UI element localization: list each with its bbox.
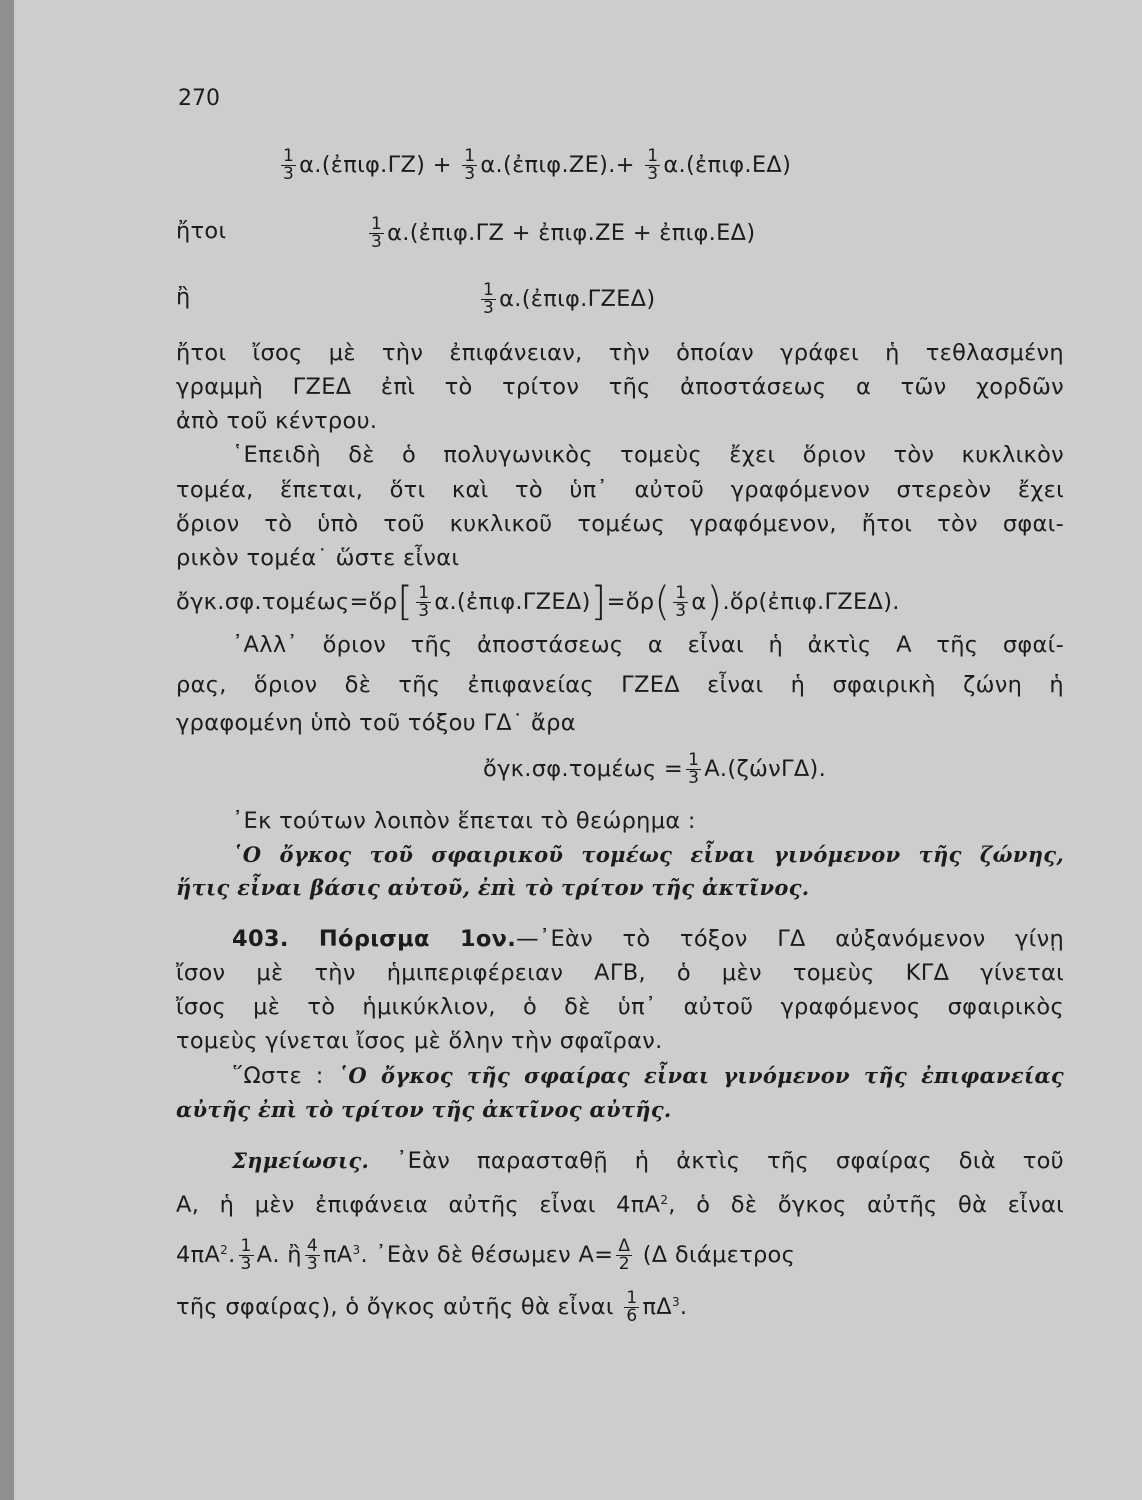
corollary-heading-line: 403. Πόρισμα 1ον.—᾽Εὰν τὸ τόξον ΓΔ αὐξανόμενον γίνῃ — [232, 926, 1065, 952]
fraction-one-third: $\frac{1}{3}$ — [647, 146, 659, 184]
note-heading: Σημείωσις. — [232, 1148, 370, 1173]
note-line: Α, ἡ μὲν ἐπιφάνεια αὐτῆς εἶναι $4\pi A^2$, ὁ δὲ ὄγκος αὐτῆς θὰ εἶναι — [176, 1192, 1064, 1218]
text-line: ἀπὸ τοῦ κέντρου. — [176, 408, 378, 434]
text-line: ἴσος μὲ τὸ ἡμικύκλιον, ὁ δὲ ὑπ᾽ αὐτοῦ γραφόμενος σφαιρικὸς — [176, 994, 1064, 1020]
note-line: Σημείωσις. ᾽Εὰν παρασταθῇ ἡ ἀκτὶς τῆς σφαίρας διὰ τοῦ — [232, 1148, 1065, 1174]
fraction-one-third: $\frac{1}{3}$ — [464, 146, 476, 184]
equation-label-etoi: ἤτοι — [176, 218, 227, 244]
text-line: ῾Επειδὴ δὲ ὁ πολυγωνικὸς τομεὺς ἔχει ὅριον τὸν κυκλικὸν — [232, 442, 1064, 468]
equation-grouped-sum: $\frac{1}{3}$ α.(ἐπιφ.ΓΖ + ἐπιφ.ΖΕ + ἐπιφ.ΕΔ) — [371, 214, 756, 252]
text-line: ἤτοι ἴσος μὲ τὴν ἐπιφάνειαν, τὴν ὁποίαν γράφει ἡ τεθλασμένη — [176, 340, 1064, 366]
note-line: τῆς σφαίρας), ὁ ὄγκος αὐτῆς θὰ εἶναι $\frac{1}{6}$ $\pi\Delta^3$. — [176, 1288, 688, 1326]
text-line: ρας, ὅριον δὲ τῆς ἐπιφανείας ΓΖΕΔ εἶναι ἡ σφαιρικὴ ζώνη ἡ — [176, 672, 1064, 698]
text-line: ᾽Αλλ᾽ ὅριον τῆς ἀποστάσεως α εἶναι ἡ ἀκτὶς Α τῆς σφαί- — [232, 632, 1064, 658]
text-line: τομεὺς γίνεται ἴσος μὲ ὅλην τὴν σφαῖραν. — [176, 1028, 663, 1054]
equation-sector-volume: ὄγκ.σφ.τομέως = $\frac{1}{3}$ Α.(ζώνΓΔ). — [483, 750, 827, 788]
corollary-statement: ῞Ωστε : ῾Ο ὄγκος τῆς σφαίρας εἶναι γινόμενον τῆς ἐπιφανείας — [232, 1063, 1065, 1089]
corollary-statement: αὐτῆς ἐπὶ τὸ τρίτον τῆς ἀκτῖνος αὐτῆς. — [176, 1097, 672, 1122]
text-line: τομέα, ἕπεται, ὅτι καὶ τὸ ὑπ᾽ αὐτοῦ γραφόμενον στερεὸν ἔχει — [176, 477, 1064, 503]
text-line: γραμμὴ ΓΖΕΔ ἐπὶ τὸ τρίτον τῆς ἀποστάσεως α τῶν χορδῶν — [176, 374, 1064, 400]
binding-edge — [0, 0, 14, 1500]
theorem-statement: ῾Ο ὄγκος τοῦ σφαιρικοῦ τομέως εἶναι γινόμενον τῆς ζώνης, — [232, 842, 1064, 867]
text-line: ρικὸν τομέα˙ ὥστε εἶναι — [176, 545, 460, 571]
equation-sum-terms: $\frac{1}{3}$ α.(ἐπιφ.ΓΖ) + $\frac{1}{3}$ α.(ἐπιφ.ΖΕ).+ $\frac{1}{3}$ α.(ἐπιφ.ΕΔ) — [283, 146, 792, 184]
page-number: 270 — [178, 86, 220, 111]
note-line: $4\pi A^2$. $\frac{1}{3}$ Α. ἢ $\frac{4}{3}$ $\pi A^3$. ᾽Εὰν δὲ θέσωμεν Α= $\frac{\Delta}{2}$ (Δ διάμετρος — [176, 1236, 796, 1274]
equation-total-surface: $\frac{1}{3}$ α.(ἐπιφ.ΓΖΕΔ) — [483, 280, 656, 318]
text-line: ὅριον τὸ ὑπὸ τοῦ κυκλικοῦ τομέως γραφόμενον, ἤτοι τὸν σφαι- — [176, 511, 1064, 537]
equation-sector-volume-limit: ὄγκ.σφ.τομέως=ὅρ[ $\frac{1}{3}$ α.(ἐπιφ.ΓΖΕΔ)]=ὅρ( $\frac{1}{3}$ α).ὅρ(ἐπιφ.ΓΖΕΔ). — [176, 579, 900, 625]
fraction-one-third: $\frac{1}{3}$ — [283, 146, 295, 184]
theorem-intro: ᾽Εκ τούτων λοιπὸν ἕπεται τὸ θεώρημα : — [232, 808, 696, 834]
text-line: ἴσον μὲ τὴν ἡμιπεριφέρειαν ΑΓΒ, ὁ μὲν τομεὺς ΚΓΔ γίνεται — [176, 960, 1064, 986]
corollary-heading: 403. Πόρισμα 1ον. — [232, 926, 517, 952]
theorem-statement: ἥτις εἶναι βάσις αὐτοῦ, ἐπὶ τὸ τρίτον τῆς ἀκτῖνος. — [176, 875, 810, 900]
equation-label-e: ἢ — [176, 284, 191, 310]
text-line: γραφομένη ὑπὸ τοῦ τόξου ΓΔ˙ ἄρα — [176, 710, 576, 736]
